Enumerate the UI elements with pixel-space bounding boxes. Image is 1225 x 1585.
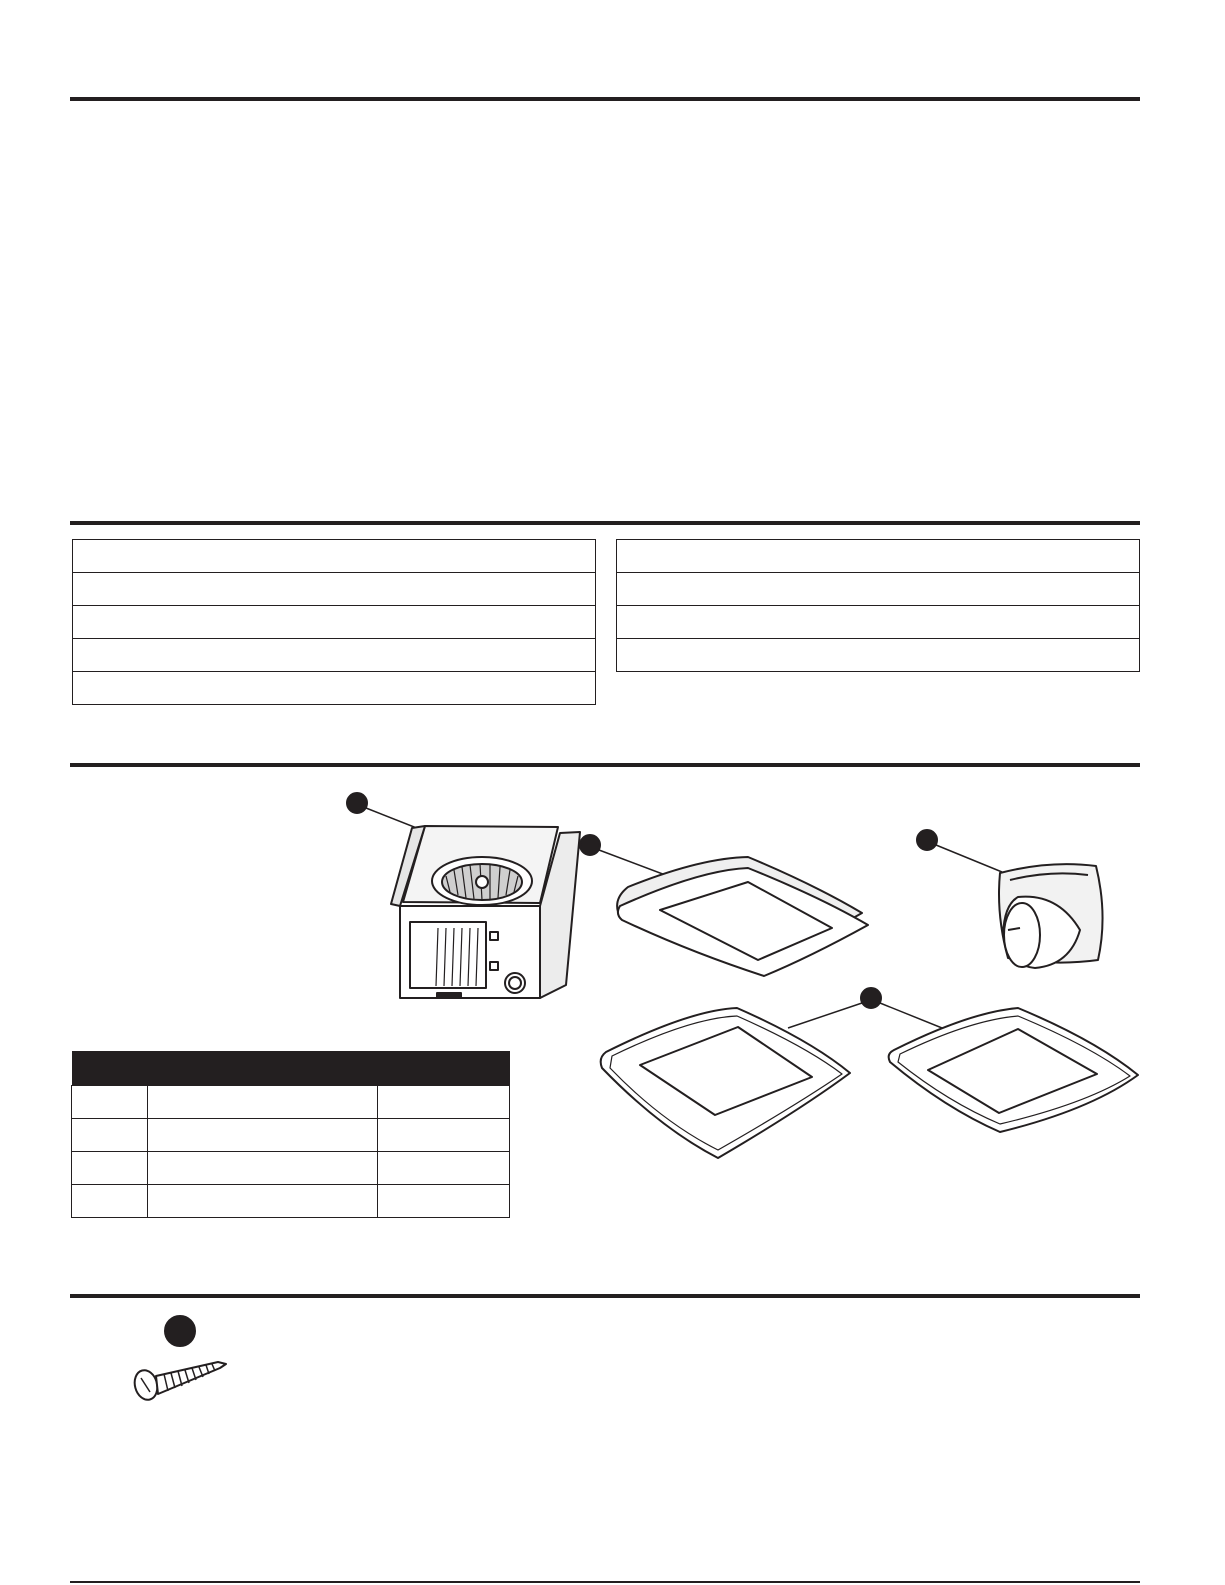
- grille-illustration: [580, 835, 868, 976]
- fan-housing-illustration: [347, 793, 580, 998]
- callout-marker: [917, 830, 937, 850]
- callout-marker: [580, 835, 600, 855]
- callout-marker: [347, 793, 367, 813]
- alt-grilles-illustration: [601, 988, 1138, 1158]
- callout-marker: [861, 988, 881, 1008]
- duct-adapter-illustration: [917, 830, 1103, 968]
- screw-illustration: [131, 1316, 226, 1402]
- callout-marker: [165, 1316, 195, 1346]
